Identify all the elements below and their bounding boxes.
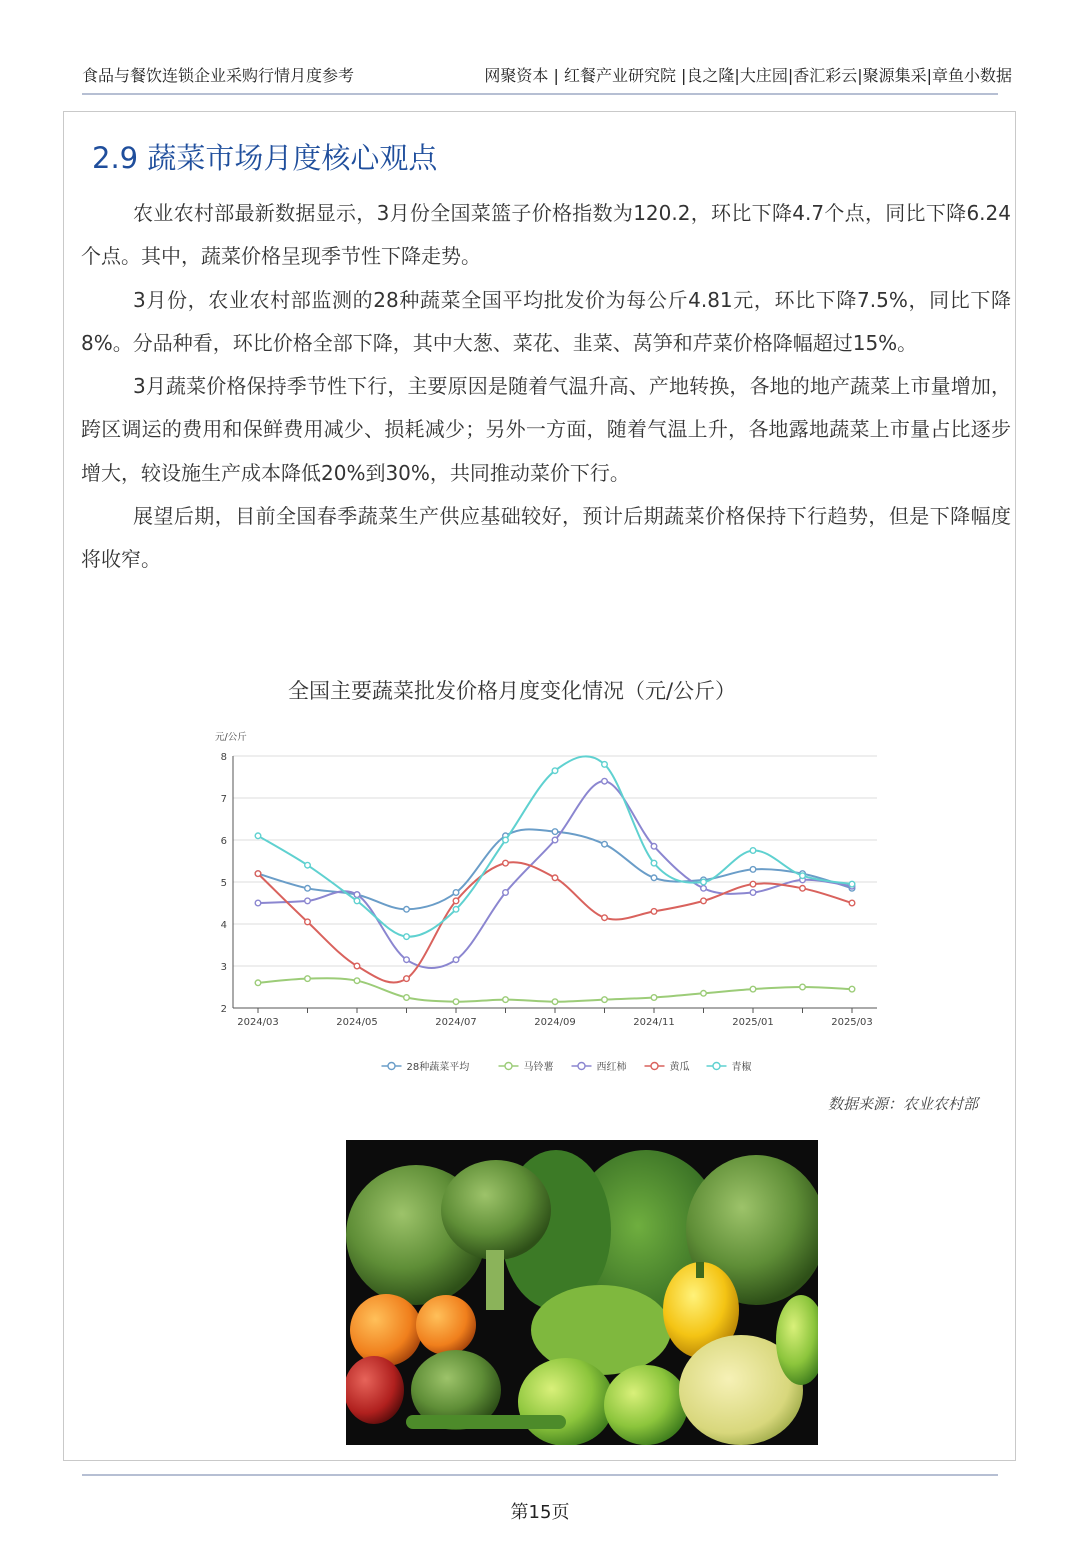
page-number: 第15页 bbox=[510, 1502, 570, 1523]
data-point bbox=[503, 860, 509, 866]
data-point bbox=[800, 873, 806, 879]
legend-label: 青椒 bbox=[731, 1062, 752, 1073]
legend-label: 黄瓜 bbox=[669, 1062, 690, 1073]
data-point bbox=[503, 837, 509, 843]
y-axis-unit-label: 元/公斤 bbox=[215, 732, 247, 743]
section-title: 2.9 蔬菜市场月度核心观点 bbox=[92, 141, 438, 175]
x-tick-label: 2024/11 bbox=[633, 1017, 675, 1028]
data-point bbox=[453, 957, 459, 963]
data-point bbox=[552, 768, 558, 774]
header-divider bbox=[82, 93, 998, 95]
data-point bbox=[602, 915, 608, 921]
x-tick-label: 2024/05 bbox=[336, 1017, 378, 1028]
vegetables-photo bbox=[346, 1140, 818, 1445]
y-tick-label: 5 bbox=[220, 878, 227, 889]
data-point bbox=[354, 898, 360, 904]
y-tick-label: 6 bbox=[220, 836, 227, 847]
data-point bbox=[552, 837, 558, 843]
data-point bbox=[750, 881, 756, 887]
data-point bbox=[750, 867, 756, 873]
legend-swatch-marker bbox=[651, 1063, 658, 1070]
data-point bbox=[849, 881, 855, 887]
data-point bbox=[453, 890, 459, 896]
data-point bbox=[602, 762, 608, 768]
x-tick-label: 2024/07 bbox=[435, 1017, 477, 1028]
y-tick-label: 4 bbox=[220, 920, 227, 931]
y-tick-label: 7 bbox=[220, 794, 227, 805]
data-point bbox=[800, 886, 806, 892]
data-point bbox=[651, 860, 657, 866]
data-point bbox=[404, 957, 410, 963]
paragraph-3: 3月蔬菜价格保持季节性下行，主要原因是随着气温升高、产地转换，各地的地产蔬菜上市量增加，跨区调运的费用和保鲜费用减少、损耗减少；另外一方面，随着气温上升，各地露地蔬菜上市量占比逐步增大，较设施生产成本降低20%到30%，共同推动菜价下行。 bbox=[81, 374, 1011, 485]
legend-swatch-marker bbox=[388, 1063, 395, 1070]
x-tick-label: 2024/09 bbox=[534, 1017, 576, 1028]
paragraph-1: 农业农村部最新数据显示，3月份全国菜篮子价格指数为120.2，环比下降4.7个点，同比下降6.24个点。其中，蔬菜价格呈现季节性下降走势。 bbox=[81, 201, 1011, 269]
data-point bbox=[255, 833, 261, 839]
legend-swatch-marker bbox=[578, 1063, 585, 1070]
data-point bbox=[602, 841, 608, 847]
data-point bbox=[404, 934, 410, 940]
data-point bbox=[503, 997, 509, 1003]
data-point bbox=[354, 963, 360, 969]
x-tick-label: 2025/01 bbox=[732, 1017, 774, 1028]
paragraph-4: 展望后期，目前全国春季蔬菜生产供应基础较好，预计后期蔬菜价格保持下行趋势，但是下降幅度将收窄。 bbox=[81, 504, 1011, 572]
data-point bbox=[552, 999, 558, 1005]
data-point bbox=[404, 907, 410, 913]
data-point bbox=[255, 871, 261, 877]
data-point bbox=[651, 909, 657, 915]
y-tick-label: 3 bbox=[220, 962, 227, 973]
x-tick-label: 2024/03 bbox=[237, 1017, 279, 1028]
data-point bbox=[354, 978, 360, 984]
data-point bbox=[651, 995, 657, 1001]
legend-label: 马铃薯 bbox=[523, 1062, 554, 1073]
price-line-chart bbox=[205, 726, 885, 1086]
chart-title: 全国主要蔬菜批发价格月度变化情况（元/公斤） bbox=[287, 679, 737, 703]
data-point bbox=[750, 848, 756, 854]
data-point bbox=[453, 907, 459, 913]
legend-swatch-marker bbox=[505, 1063, 512, 1070]
body-text bbox=[81, 192, 1011, 582]
data-point bbox=[651, 844, 657, 850]
data-point bbox=[750, 890, 756, 896]
data-point bbox=[354, 892, 360, 898]
data-point bbox=[552, 875, 558, 881]
header-publishers: 网聚资本 | 红餐产业研究院 |良之隆|大庄园|香汇彩云|聚源集采|章鱼小数据 bbox=[484, 66, 1012, 85]
legend-label: 28种蔬菜平均 bbox=[406, 1062, 470, 1073]
data-point bbox=[305, 898, 311, 904]
data-point bbox=[701, 886, 707, 892]
data-point bbox=[701, 879, 707, 885]
data-point bbox=[453, 999, 459, 1005]
data-source-note: 数据来源：农业农村部 bbox=[827, 1095, 978, 1113]
data-point bbox=[552, 829, 558, 835]
legend-swatch-marker bbox=[713, 1063, 720, 1070]
data-point bbox=[305, 886, 311, 892]
data-point bbox=[800, 984, 806, 990]
data-point bbox=[701, 991, 707, 997]
data-point bbox=[602, 778, 608, 784]
data-point bbox=[701, 898, 707, 904]
x-tick-label: 2025/03 bbox=[831, 1017, 873, 1028]
y-tick-label: 8 bbox=[220, 752, 227, 763]
data-point bbox=[255, 980, 261, 986]
legend-label: 西红柿 bbox=[596, 1062, 627, 1073]
data-point bbox=[255, 900, 261, 906]
data-point bbox=[602, 997, 608, 1003]
data-point bbox=[305, 862, 311, 868]
paragraph-2: 3月份，农业农村部监测的28种蔬菜全国平均批发价为每公斤4.81元，环比下降7.5%，同比下降8%。分品种看，环比价格全部下降，其中大葱、菜花、韭菜、莴笋和芹菜价格降幅超过15%。 bbox=[81, 287, 1011, 355]
data-point bbox=[305, 919, 311, 925]
data-point bbox=[404, 995, 410, 1001]
data-point bbox=[404, 976, 410, 982]
data-point bbox=[503, 890, 509, 896]
data-point bbox=[849, 986, 855, 992]
data-point bbox=[849, 900, 855, 906]
data-point bbox=[305, 976, 311, 982]
series-line-青椒 bbox=[258, 756, 852, 936]
data-point bbox=[651, 875, 657, 881]
footer-divider bbox=[82, 1474, 998, 1476]
data-point bbox=[750, 986, 756, 992]
header-report-title: 食品与餐饮连锁企业采购行情月度参考 bbox=[82, 66, 355, 85]
data-point bbox=[453, 898, 459, 904]
y-tick-label: 2 bbox=[220, 1004, 227, 1015]
